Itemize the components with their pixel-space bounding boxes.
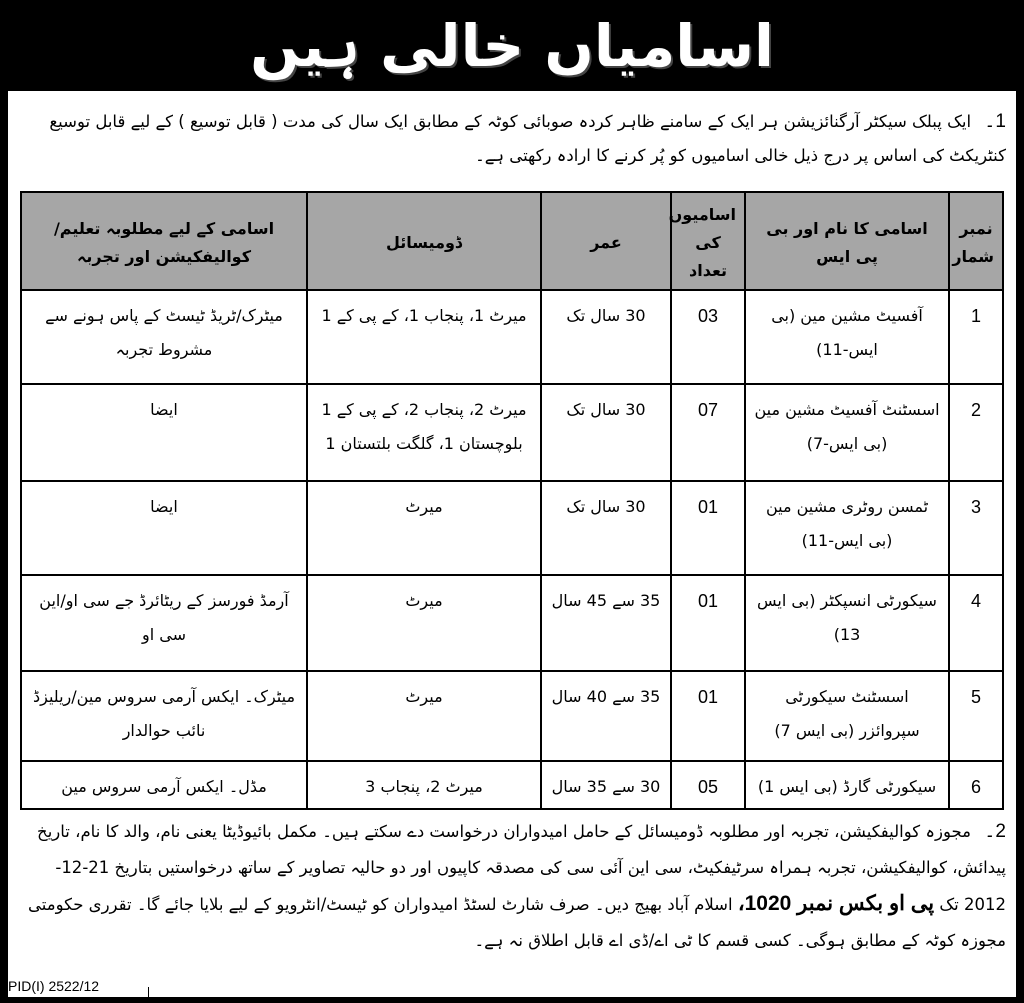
- header-post: اسامی کا نام اور بی پی ایس: [745, 192, 949, 290]
- instructions-paragraph: [24, 814, 1006, 959]
- cell-qualification: مڈل۔ ایکس آرمی سروس مین: [21, 761, 307, 809]
- table-row: [21, 290, 1003, 384]
- cell-qualification: ایضا: [21, 481, 307, 575]
- cell-count: 07: [671, 384, 745, 481]
- cell-qualification: ایضا: [21, 384, 307, 481]
- cell-count: 01: [671, 575, 745, 671]
- instructions-text-a: مجوزہ کوالیفکیشن، تجربہ اور مطلوبہ ڈومیسائل کے حامل امیدواران درخواست دے سکتے ہیں۔ مکمل بائیوڈیٹا یعنی نام، والد کا نام، تاریخ پیدائش، کوالیفکیشن، تجربہ ہمراہ سرٹیفکیٹ، سی این آئی سی کی مصدقہ کاپیوں اور دو حالیہ تصاویر کے ساتھ درخواستیں بتاریخ 21-12-2012 تک: [37, 822, 1006, 914]
- intro-text: ایک پبلک سیکٹر آرگنائزیشن ہر ایک کے سامنے ظاہر کردہ صوبائی کوٹہ کے مطابق ایک سال کی مدت ( قابل توسیع ) کے لیے قابل توسیع کنٹریکٹ کی اساس پر درج ذیل خالی اسامیوں کو پُر کرنے کا ارادہ رکھتی ہے۔: [49, 112, 1006, 165]
- instructions-text-b: اسلام آباد بھیج دیں۔ صرف شارٹ لسٹڈ امیدواران کو ٹیسٹ/انٹرویو کے لیے بلایا جائے گا۔ تقرری حکومتی مجوزہ کوٹہ کے مطابق ہوگی۔ کسی قسم کا ٹی اے/ڈی اے قابل اطلاق نہ ہے۔: [28, 895, 1006, 950]
- cell-age: 30 سال تک: [541, 290, 671, 384]
- header-count: اسامیوں کی تعداد: [671, 192, 745, 290]
- table-row: [21, 384, 1003, 481]
- cell-age: 35 سے 40 سال: [541, 671, 671, 761]
- header-domicile: ڈومیسائل: [307, 192, 541, 290]
- cell-post: اسسٹنٹ آفسیٹ مشین مین (بی ایس-7): [745, 384, 949, 481]
- cell-domicile: میرٹ: [307, 671, 541, 761]
- cell-serial: 1: [949, 290, 1003, 384]
- cell-domicile: میرٹ: [307, 481, 541, 575]
- cell-post: سیکورٹی گارڈ (بی ایس 1): [745, 761, 949, 809]
- pid-reference: PID(I) 2522/12: [8, 978, 100, 994]
- cell-age: 35 سے 45 سال: [541, 575, 671, 671]
- header-qualification: اسامی کے لیے مطلوبہ تعلیم/کوالیفکیشن اور تجربہ: [21, 192, 307, 290]
- paragraph-number: 1۔: [984, 111, 1006, 132]
- page-title: اسامیاں خالی ہیں: [250, 11, 774, 80]
- cell-post: اسسٹنٹ سیکورٹی سپروائزر (بی ایس 7): [745, 671, 949, 761]
- cell-age: 30 سال تک: [541, 481, 671, 575]
- cell-age: 30 سال تک: [541, 384, 671, 481]
- notice-body: [8, 91, 1016, 997]
- cell-serial: 5: [949, 671, 1003, 761]
- table-row: [21, 575, 1003, 671]
- cell-count: 01: [671, 671, 745, 761]
- header-age: عمر: [541, 192, 671, 290]
- cell-qualification: میٹرک۔ ایکس آرمی سروس مین/ریلیزڈ نائب حوالدار: [21, 671, 307, 761]
- cell-count: 01: [671, 481, 745, 575]
- table-row: [21, 481, 1003, 575]
- cell-qualification: میٹرک/ٹریڈ ٹیسٹ کے پاس ہونے سے مشروط تجربہ: [21, 290, 307, 384]
- paragraph-number: 2۔: [984, 821, 1006, 842]
- table-header-row: [21, 192, 1003, 290]
- cell-post: ٹمسن روٹری مشین مین (بی ایس-11): [745, 481, 949, 575]
- cell-age: 30 سے 35 سال: [541, 761, 671, 809]
- cell-qualification: آرمڈ فورسز کے ریٹائرڈ جے سی او/این سی او: [21, 575, 307, 671]
- cell-serial: 2: [949, 384, 1003, 481]
- cell-domicile: میرٹ 2، پنجاب 3: [307, 761, 541, 809]
- table-row: [21, 671, 1003, 761]
- cell-domicile: میرٹ: [307, 575, 541, 671]
- cell-domicile: میرٹ 2، پنجاب 2، کے پی کے 1 بلوچستان 1، گلگت بلتستان 1: [307, 384, 541, 481]
- cell-serial: 4: [949, 575, 1003, 671]
- cell-count: 05: [671, 761, 745, 809]
- header-banner: [0, 0, 1024, 91]
- cell-serial: 3: [949, 481, 1003, 575]
- table-row: [21, 761, 1003, 809]
- cell-count: 03: [671, 290, 745, 384]
- header-serial: نمبر شمار: [949, 192, 1003, 290]
- po-box-address: پی او بکس نمبر 1020،: [737, 892, 935, 915]
- divider: [148, 987, 149, 997]
- cell-post: آفسیٹ مشین مین (بی ایس-11): [745, 290, 949, 384]
- intro-paragraph: [24, 105, 1006, 173]
- cell-post: سیکورٹی انسپکٹر (بی ایس 13): [745, 575, 949, 671]
- vacancies-table: [20, 191, 1004, 810]
- cell-domicile: میرٹ 1، پنجاب 1، کے پی کے 1: [307, 290, 541, 384]
- cell-serial: 6: [949, 761, 1003, 809]
